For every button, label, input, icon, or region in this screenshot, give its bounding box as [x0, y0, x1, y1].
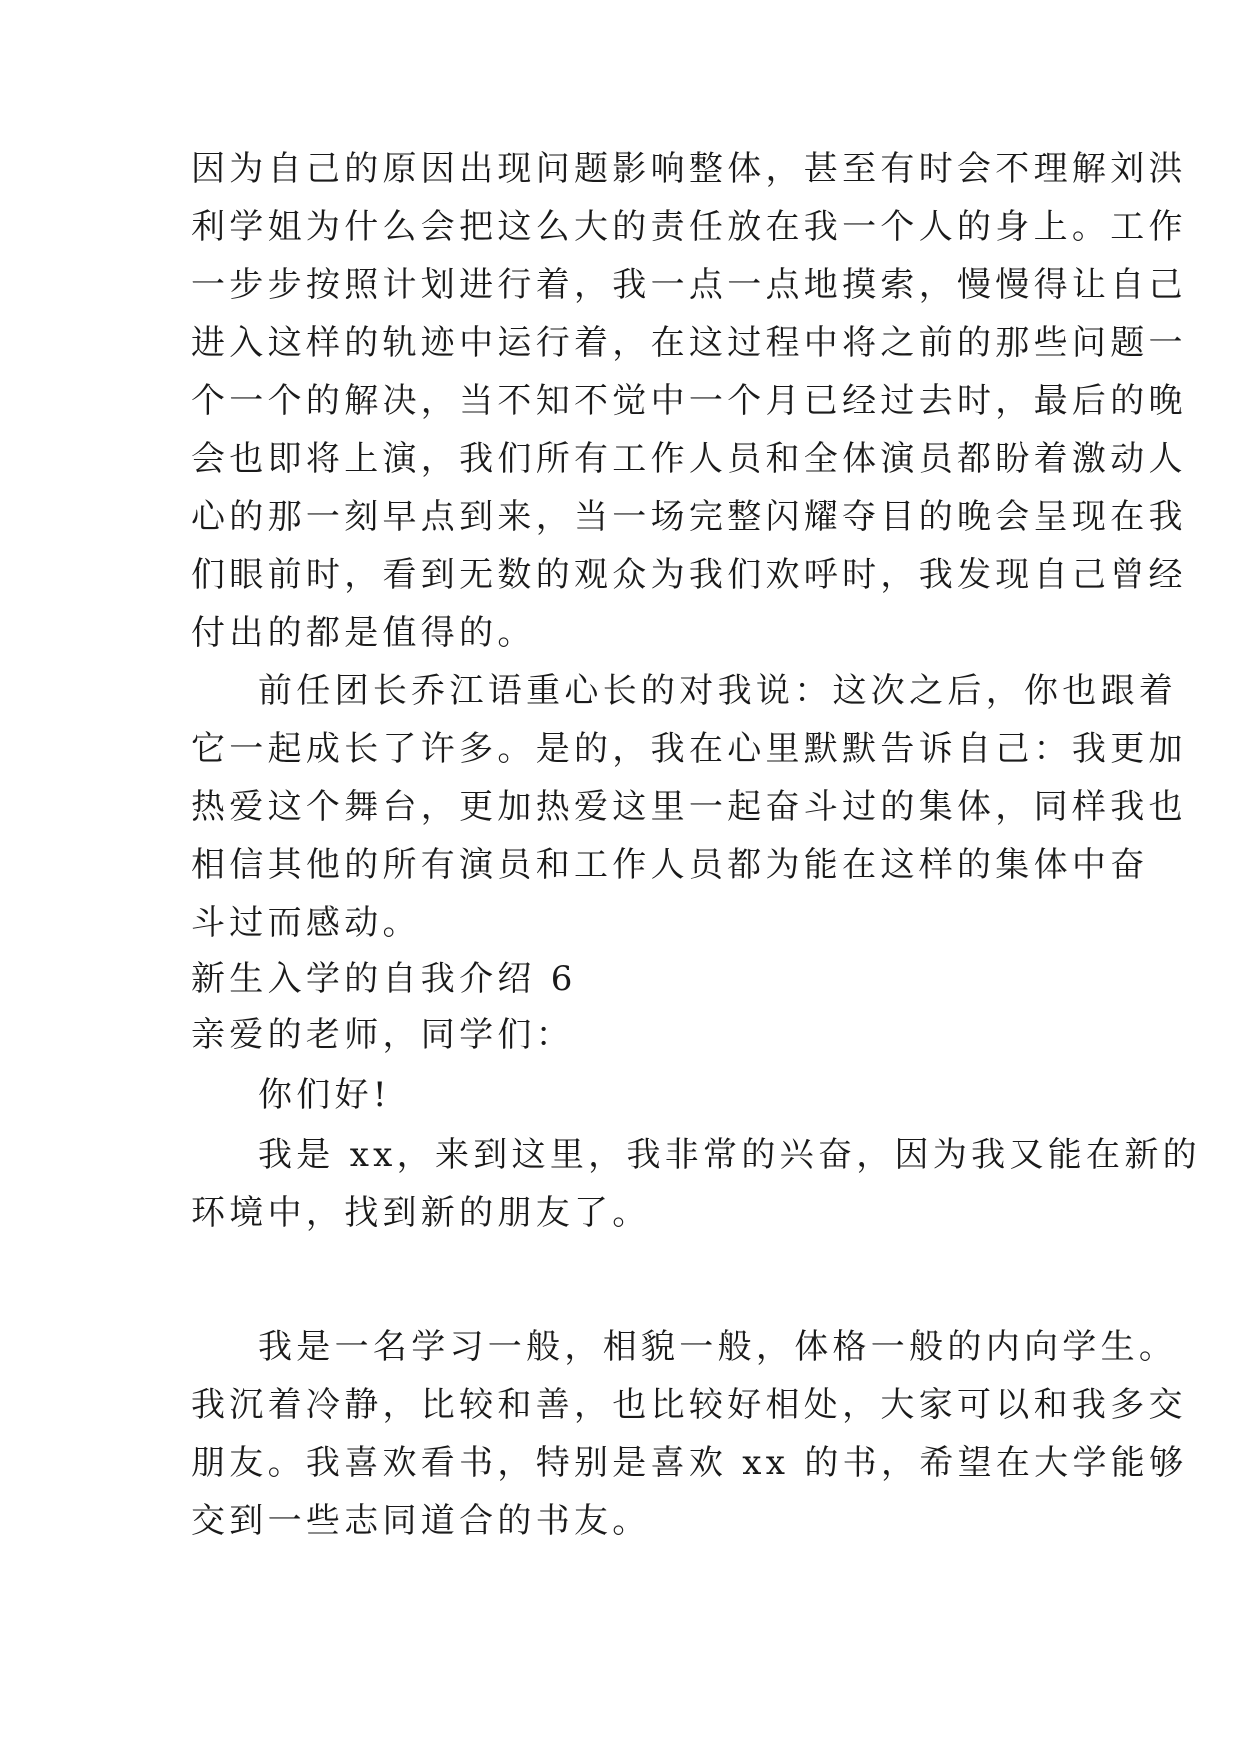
salutation: 亲爱的老师，同学们： [191, 1015, 574, 1055]
paragraph-line: 朋友。我喜欢看书，特别是喜欢 xx 的书，希望在大学能够 [191, 1443, 1188, 1483]
paragraph-line: 我是一名学习一般，相貌一般，体格一般的内向学生。 [258, 1327, 1178, 1367]
paragraph-line: 前任团长乔江语重心长的对我说：这次之后，你也跟着 [258, 671, 1178, 711]
paragraph-line: 一步步按照计划进行着，我一点一点地摸索，慢慢得让自己 [191, 265, 1187, 305]
paragraph-line: 它一起成长了许多。是的，我在心里默默告诉自己：我更加 [191, 729, 1187, 769]
paragraph-line: 会也即将上演，我们所有工作人员和全体演员都盼着激动人 [191, 439, 1187, 479]
paragraph-line: 心的那一刻早点到来，当一场完整闪耀夺目的晚会呈现在我 [191, 497, 1187, 537]
paragraph-line: 环境中，找到新的朋友了。 [191, 1193, 651, 1233]
paragraph-line: 斗过而感动。 [191, 903, 421, 943]
paragraph-line: 个一个的解决，当不知不觉中一个月已经过去时，最后的晚 [191, 381, 1187, 421]
paragraph-line: 们眼前时，看到无数的观众为我们欢呼时，我发现自己曾经 [191, 555, 1187, 595]
paragraph-line: 我沉着冷静，比较和善，也比较好相处，大家可以和我多交 [191, 1385, 1187, 1425]
paragraph-line: 利学姐为什么会把这么大的责任放在我一个人的身上。工作 [191, 207, 1187, 247]
paragraph-line: 我是 xx，来到这里，我非常的兴奋，因为我又能在新的 [258, 1135, 1201, 1175]
paragraph-line: 因为自己的原因出现问题影响整体，甚至有时会不理解刘洪 [191, 149, 1187, 189]
paragraph-line: 付出的都是值得的。 [191, 613, 536, 653]
paragraph-line: 进入这样的轨迹中运行着，在这过程中将之前的那些问题一 [191, 323, 1187, 363]
section-heading: 新生入学的自我介绍 6 [191, 959, 577, 999]
paragraph-line: 相信其他的所有演员和工作人员都为能在这样的集体中奋 [191, 845, 1149, 885]
paragraph-line: 交到一些志同道合的书友。 [191, 1501, 651, 1541]
greeting: 你们好! [258, 1075, 391, 1115]
paragraph-line: 热爱这个舞台，更加热爱这里一起奋斗过的集体，同样我也 [191, 787, 1187, 827]
